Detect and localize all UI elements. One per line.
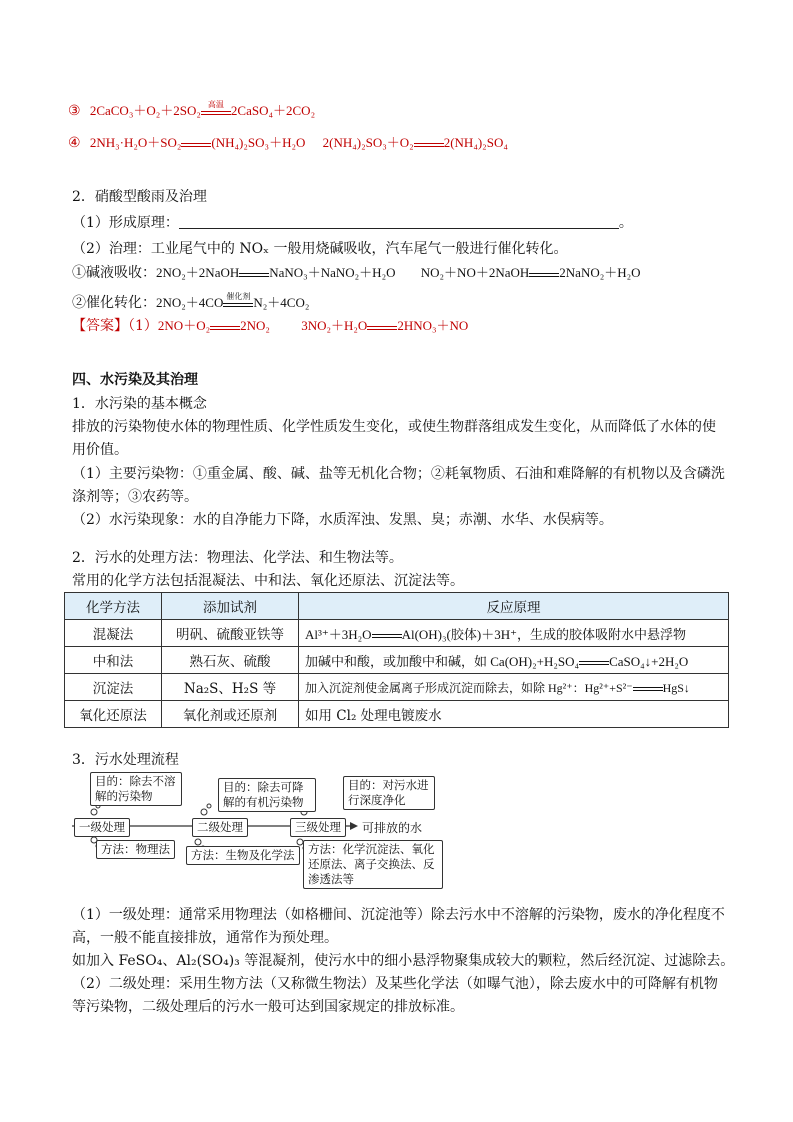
concept-line-1: 排放的污染物使水体的物理性质、化学性质发生变化，或使生物群落组成发生变化，从而降低了水体的使 (72, 419, 716, 435)
eq-lhs: 加碱中和酸，或加酸中和碱，如 Ca(OH)₂+H₂SO₄ (305, 653, 580, 669)
treatment-line: （2）治理：工业尾气中的 NOₓ 一般用烧碱吸收，汽车尾气一般进行催化转化。 (72, 241, 568, 257)
bubble-connector (91, 809, 97, 815)
bubble-connector (201, 809, 207, 815)
table-header-cell: 添加试剂 (162, 593, 299, 620)
eq-lhs: 2NO＋O₂ (157, 318, 211, 333)
stage-2-box: 二级处理 (192, 818, 248, 837)
stage2-text-line-1: （2）二级处理：采用生物方法（又称微生物法）及某些化学法（如曝气池），除去废水中的可降解有机物 (72, 976, 718, 992)
item-mark: ③ (68, 104, 81, 119)
eq-lhs: 2NO₂＋4CO (156, 295, 224, 310)
formation-label: （1）形成原理： (72, 215, 179, 231)
principle-cell: 如用 Cl₂ 处理电镀废水 (299, 701, 729, 728)
eq-rhs: Al(OH)₃(胶体)＋3H⁺ (401, 626, 517, 642)
eq-rhs: HgS↓ (662, 680, 690, 695)
eq-condition: 催化剂 (226, 291, 251, 301)
flow-heading: 3．污水处理流程 (72, 752, 179, 768)
phenomena-line: （2）水污染现象：水的自净能力下降，水质浑浊、发黑、臭；赤潮、水华、水俣病等。 (72, 512, 613, 528)
goal-3-box: 目的：对污水进行深度净化 (343, 776, 435, 810)
section-title: 四、水污染及其治理 (72, 372, 198, 388)
stage1-text-line-1: （1）一级处理：通常采用物理法（如格栅间、沉淀池等）除去污水中不溶解的污染物，废水的净化程度不 (72, 907, 725, 923)
nitric-heading: 2．硝酸型酸雨及治理 (72, 189, 207, 205)
method-cell: 氧化还原法 (65, 701, 162, 728)
arrow-head (350, 822, 358, 830)
eq-lhs: 3NO₂＋H₂O (301, 318, 368, 333)
methods-heading: 2．污水的处理方法：物理法、化学法、和生物法等。 (72, 550, 403, 566)
pollutants-line-2: 涤剂等；③农药等。 (72, 489, 198, 505)
table-header-cell: 反应原理 (299, 593, 729, 620)
method-cell: 中和法 (65, 647, 162, 674)
reagent-cell: 明矾、硫酸亚铁等 (162, 620, 299, 647)
stage1-text-line-2: 高，一般不能直接排放，通常作为预处理。 (72, 930, 338, 946)
eq-rhs: N₂＋4CO₂ (253, 295, 310, 310)
stage2-text-line-2: 等污染物，二级处理后的污水一般可达到国家规定的排放标准。 (72, 999, 464, 1015)
method-cell: 沉淀法 (65, 674, 162, 701)
answer-num: （1） (128, 318, 158, 334)
goal-1-box: 目的：除去不溶解的污染物 (90, 772, 182, 806)
stage-3-box: 三级处理 (290, 818, 346, 837)
method-3-box: 方法：化学沉淀法、氧化还原法、离子交换法、反渗透法等 (303, 840, 443, 889)
eq-lhs: 2CaCO₃＋O₂＋2SO₂ (89, 103, 201, 118)
stage-1-box: 一级处理 (74, 818, 130, 837)
eq-rhs: 2HNO₃＋NO (397, 318, 469, 333)
alkali-label: ①碱液吸收： (72, 265, 156, 281)
method-2-box: 方法：生物及化学法 (186, 846, 300, 865)
reagent-cell: Na₂S、H₂S 等 (162, 674, 299, 701)
eq-lhs: 2(NH₄)₂SO₃＋O₂ (322, 135, 414, 150)
item-mark: ④ (68, 136, 81, 151)
reagent-cell: 氧化剂或还原剂 (162, 701, 299, 728)
output-label: 可排放的水 (362, 821, 423, 835)
eq-lhs: 2NO₂＋2NaOH (156, 265, 240, 280)
method-cell: 混凝法 (65, 620, 162, 647)
eq-rhs: (NH₄)₂SO₃＋H₂O (211, 135, 306, 150)
formation-end: 。 (618, 215, 633, 231)
pollutants-line-1: （1）主要污染物：①重金属、酸、碱、盐等无机化合物；②耗氧物质、石油和难降解的有机物以及含磷洗 (72, 466, 725, 482)
cat-label: ②催化转化： (72, 295, 156, 311)
eq-rhs: CaSO₄↓+2H₂O (609, 653, 689, 669)
reagent-cell: 熟石灰、硫酸 (162, 647, 299, 674)
concept-line-2: 用价值。 (72, 442, 128, 458)
eq-rhs: 2(NH₄)₂SO₄ (443, 135, 508, 150)
eq-rhs: 2NO₂ (240, 318, 270, 333)
eq-rhs: NaNO₃＋NaNO₂＋H₂O (269, 265, 396, 280)
bubble-connector (195, 839, 201, 845)
eq-rhs: 2NaNO₂＋H₂O (559, 265, 641, 280)
answer-tag: 【答案】 (72, 318, 128, 334)
eq-lhs: 2NH₃·H₂O＋SO₂ (89, 135, 182, 150)
table-header-cell: 化学方法 (65, 593, 162, 620)
eq-condition: 高温 (207, 99, 224, 109)
method-1-box: 方法：物理法 (96, 840, 175, 859)
eq-lhs: 加入沉淀剂使金属离子形成沉淀而除去，如除 Hg²⁺：Hg²⁺+S²⁻ (305, 680, 633, 695)
principle-tail: ，生成的胶体吸附水中悬浮物 (516, 627, 686, 643)
concept-heading: 1．水污染的基本概念 (72, 396, 207, 412)
eq-rhs: 2CaSO₄＋2CO₂ (230, 103, 316, 118)
eq-lhs: NO₂＋NO＋2NaOH (420, 265, 530, 280)
methods-intro: 常用的化学方法包括混凝法、中和法、氧化还原法、沉淀法等。 (72, 573, 464, 589)
bubble-connector (207, 804, 211, 808)
goal-2-box: 目的：除去可降解的有机污染物 (218, 778, 316, 812)
stage1-text-line-3: 如加入 FeSO₄、Al₂(SO₄)₃ 等混凝剂，使污水中的细小悬浮物聚集成较大的颗粒，然后经沉淀、过滤除去。 (72, 953, 735, 969)
eq-lhs: Al³⁺＋3H₂O (305, 626, 372, 642)
